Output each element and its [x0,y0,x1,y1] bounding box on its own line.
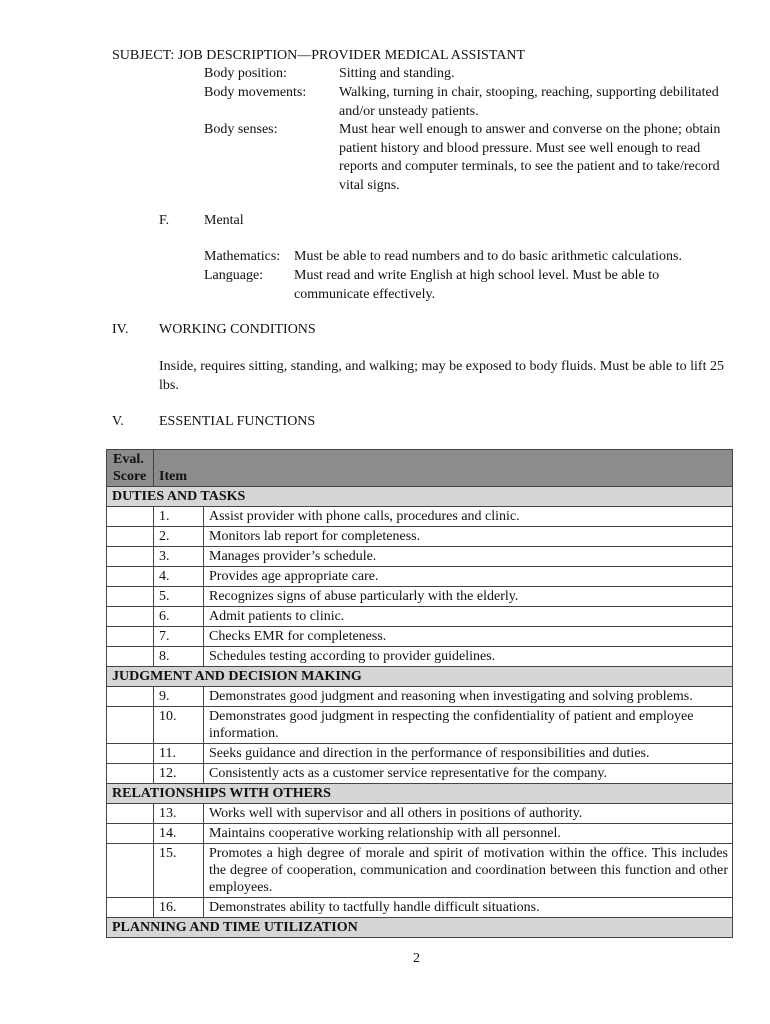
table-row [107,764,733,784]
section-header-row [107,918,733,938]
item-number: 15. [154,844,204,898]
page-number: 2 [413,951,420,966]
table-row [107,707,733,744]
eval-score-cell[interactable] [107,627,154,647]
item-number: 16. [154,898,204,918]
table-row [107,527,733,547]
item-number: 7. [154,627,204,647]
table-row [107,627,733,647]
physical-label-body-position: Body position: [204,66,287,81]
item-text: Checks EMR for completeness. [204,627,733,647]
table-row [107,824,733,844]
item-number: 4. [154,567,204,587]
table-row [107,547,733,567]
eval-score-cell[interactable] [107,824,154,844]
eval-score-cell[interactable] [107,707,154,744]
section-header-row [107,784,733,804]
mental-text-mathematics: Must be able to read numbers and to do basic arithmetic calculations. [294,249,682,264]
item-text: Demonstrates good judgment in respecting the confidentiality of patient and employee information. [204,707,733,744]
document-subject: SUBJECT: JOB DESCRIPTION—PROVIDER MEDICAL ASSISTANT [112,48,526,63]
item-text: Promotes a high degree of morale and spirit of motivation within the office. This includes the degree of cooperation, communication and coordination between this function and other employees. [204,844,733,898]
item-number: 5. [154,587,204,607]
essential-functions-table [106,449,733,938]
item-number: 3. [154,547,204,567]
item-text: Assist provider with phone calls, procedures and clinic. [204,507,733,527]
eval-score-cell[interactable] [107,567,154,587]
table-row [107,804,733,824]
item-number: 13. [154,804,204,824]
table-row [107,507,733,527]
table-row [107,567,733,587]
item-number: 8. [154,647,204,667]
eval-score-cell[interactable] [107,898,154,918]
physical-text-body-movements: Walking, turning in chair, stooping, reaching, supporting debilitated and/or unsteady patients. [339,85,719,119]
item-text: Schedules testing according to provider guidelines. [204,647,733,667]
header-score-line2: Score [113,469,147,484]
table-row [107,607,733,627]
eval-score-cell[interactable] [107,844,154,898]
item-number: 2. [154,527,204,547]
mental-label-mathematics: Mathematics: [204,249,281,264]
item-number: 1. [154,507,204,527]
section-f-number: F. [159,213,170,228]
item-text: Demonstrates good judgment and reasoning when investigating and solving problems. [204,687,733,707]
eval-score-cell[interactable] [107,687,154,707]
physical-text-body-senses: Must hear well enough to answer and converse on the phone; obtain patient history and blood pressure. Must see well enough to read reports and computer terminals, to see the patient and to take/record vital signs. [339,122,721,193]
physical-label-body-movements: Body movements: [204,85,307,100]
eval-score-cell[interactable] [107,527,154,547]
physical-label-body-senses: Body senses: [204,122,278,137]
eval-score-cell[interactable] [107,647,154,667]
eval-score-cell[interactable] [107,607,154,627]
item-text: Consistently acts as a customer service representative for the company. [204,764,733,784]
table-row [107,587,733,607]
mental-label-language: Language: [204,268,264,283]
item-text: Recognizes signs of abuse particularly with the elderly. [204,587,733,607]
working-conditions-text: Inside, requires sitting, standing, and walking; may be exposed to body fluids. Must be able to lift 25 lbs. [159,359,724,393]
section-iv-number: IV. [112,322,129,337]
item-text: Demonstrates ability to tactfully handle difficult situations. [204,898,733,918]
section-title: RELATIONSHIPS WITH OTHERS [107,784,733,804]
eval-score-cell[interactable] [107,764,154,784]
eval-score-cell[interactable] [107,744,154,764]
eval-score-cell[interactable] [107,804,154,824]
item-text: Manages provider’s schedule. [204,547,733,567]
table-row [107,844,733,898]
table-row [107,898,733,918]
item-number: 9. [154,687,204,707]
eval-score-cell[interactable] [107,587,154,607]
item-number: 10. [154,707,204,744]
section-header-row [107,487,733,507]
eval-score-cell[interactable] [107,547,154,567]
header-eval-score [107,450,154,487]
item-number: 11. [154,744,204,764]
header-score-line1: Eval. [113,452,144,467]
section-title: JUDGMENT AND DECISION MAKING [107,667,733,687]
item-number: 12. [154,764,204,784]
mental-text-language: Must read and write English at high school level. Must be able to communicate effectively. [294,268,660,302]
section-v-title: ESSENTIAL FUNCTIONS [159,414,316,429]
item-text: Maintains cooperative working relationship with all personnel. [204,824,733,844]
item-number: 6. [154,607,204,627]
item-text: Monitors lab report for completeness. [204,527,733,547]
table-header-row [107,450,733,487]
header-item: Item [154,450,733,487]
section-title: PLANNING AND TIME UTILIZATION [107,918,733,938]
eval-score-cell[interactable] [107,507,154,527]
section-iv-title: WORKING CONDITIONS [159,322,316,337]
item-text: Seeks guidance and direction in the performance of responsibilities and duties. [204,744,733,764]
item-text: Provides age appropriate care. [204,567,733,587]
section-header-row [107,667,733,687]
item-text: Works well with supervisor and all others in positions of authority. [204,804,733,824]
section-title: DUTIES AND TASKS [107,487,733,507]
item-number: 14. [154,824,204,844]
section-f-title: Mental [204,213,244,228]
table-row [107,647,733,667]
table-row [107,744,733,764]
item-text: Admit patients to clinic. [204,607,733,627]
table-row [107,687,733,707]
physical-text-body-position: Sitting and standing. [339,66,455,81]
section-v-number: V. [112,414,124,429]
